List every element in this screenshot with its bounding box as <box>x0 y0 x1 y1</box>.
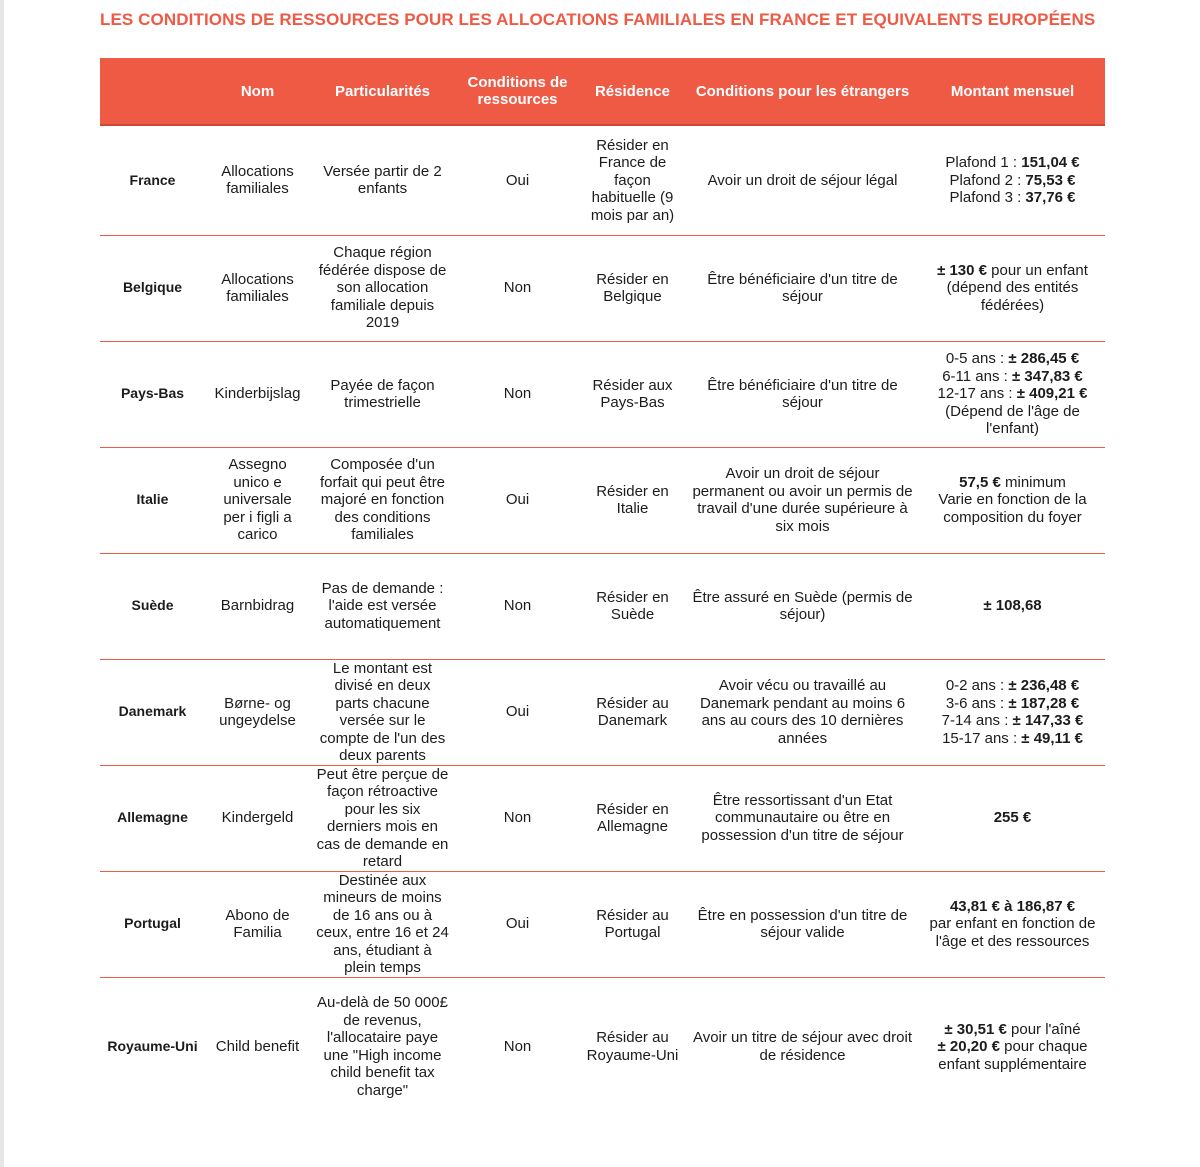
residence-cell: Résider au Royaume-Uni <box>586 1029 679 1064</box>
amount-line <box>926 712 1099 730</box>
table-row <box>100 447 1105 553</box>
amount-suffix: pour un enfant <box>987 261 1088 279</box>
table-row <box>100 659 1105 765</box>
allowances-table <box>100 58 1105 1116</box>
residence-cell: Résider en France de façon habituelle (9 mois par an) <box>580 125 685 235</box>
amount-bold: ± 347,83 € <box>1011 367 1083 385</box>
particularities-cell: Composée d'un forfait qui peut être majoré en fonction des conditions familiales <box>310 447 455 553</box>
amount-line <box>926 172 1099 190</box>
header-monthly-amount: Montant mensuel <box>920 58 1105 125</box>
amount-bold: 37,76 € <box>1025 189 1076 206</box>
foreigner-conditions-cell: Être bénéficiaire d'un titre de séjour <box>685 341 920 447</box>
amount-line <box>926 279 1099 314</box>
amount-line <box>926 695 1099 713</box>
amount-bold: ± 187,28 € <box>1008 694 1080 712</box>
table-row <box>100 235 1105 341</box>
foreigner-conditions-cell: Être bénéficiaire d'un titre de séjour <box>685 235 920 341</box>
country-cell: Italie <box>100 447 205 553</box>
amount-line <box>926 385 1099 403</box>
particularities-cell: Pas de demande : l'aide est versée automatiquement <box>310 553 455 659</box>
amount-line <box>926 403 1099 438</box>
monthly-amount-cell <box>920 235 1105 341</box>
amount-line <box>926 154 1099 172</box>
amount-prefix: Plafond 1 : <box>945 154 1022 171</box>
header-name: Nom <box>205 58 310 125</box>
foreigner-conditions-cell: Avoir un droit de séjour permanent ou avoir un permis de travail d'une durée supérieure à six mois <box>685 447 920 553</box>
amount-line <box>926 1038 1099 1073</box>
name-cell: Allocations familiales <box>205 125 310 235</box>
amount-prefix: Plafond 2 : <box>949 171 1026 189</box>
header-resource-conditions: Conditions de ressources <box>455 58 580 125</box>
header-country <box>100 58 205 125</box>
amount-bold: 57,5 € <box>959 473 1001 491</box>
amount-line <box>926 491 1099 526</box>
amount-bold: ± 286,45 € <box>1008 350 1080 368</box>
residence-cell: Résider en Belgique <box>580 235 685 341</box>
amount-line <box>926 677 1099 695</box>
table-row <box>100 553 1105 659</box>
amount-line <box>926 1021 1099 1039</box>
particularities-cell: Versée partir de 2 enfants <box>310 125 455 235</box>
residence-cell: Résider au Portugal <box>580 871 685 977</box>
amount-prefix: (dépend des entités fédérées) <box>946 279 1079 314</box>
page-title: LES CONDITIONS DE RESSOURCES POUR LES ALLOCATIONS FAMILIALES EN FRANCE ET EQUIVALENTS EUROPÉENS <box>100 10 1096 29</box>
monthly-amount-cell <box>920 341 1105 447</box>
country-cell: Allemagne <box>100 765 205 871</box>
country-cell: Royaume-Uni <box>107 1038 198 1054</box>
monthly-amount-cell <box>920 447 1105 553</box>
name-cell: Kindergeld <box>205 765 310 871</box>
amount-prefix: 15-17 ans : <box>942 729 1022 747</box>
amount-bold: ± 130 € <box>937 261 987 279</box>
amount-suffix: minimum <box>1000 473 1066 491</box>
amount-bold: 75,53 € <box>1025 171 1076 189</box>
amount-prefix: 0-2 ans : <box>945 677 1009 694</box>
name-cell: Abono de Familia <box>205 871 310 977</box>
table-body <box>100 125 1105 1116</box>
foreigner-conditions-cell: Être ressortissant d'un Etat communautaire ou être en possession d'un titre de séjour <box>685 765 920 871</box>
foreigner-conditions-cell: Être assuré en Suède (permis de séjour) <box>685 553 920 659</box>
residence-cell: Résider en Italie <box>580 447 685 553</box>
amount-prefix: 3-6 ans : <box>945 694 1009 712</box>
amount-bold: 43,81 € à 186,87 € <box>949 897 1076 915</box>
resource-conditions-cell: Non <box>455 235 580 341</box>
monthly-amount-cell <box>920 659 1105 765</box>
amount-line <box>926 597 1099 615</box>
amount-line <box>926 350 1099 368</box>
monthly-amount-cell <box>920 871 1105 977</box>
resource-conditions-cell: Non <box>455 553 580 659</box>
amount-prefix: 0-5 ans : <box>945 350 1009 368</box>
country-cell: Belgique <box>100 235 205 341</box>
amount-suffix: pour chaque enfant supplémentaire <box>938 1038 1088 1073</box>
amount-bold: ± 20,20 € <box>937 1038 1000 1055</box>
name-cell: Børne- og ungeydelse <box>205 659 310 765</box>
monthly-amount-cell <box>920 765 1105 871</box>
amount-prefix: par enfant en fonction de l'âge et des ressources <box>929 915 1096 950</box>
table-row <box>100 871 1105 977</box>
amount-prefix: Plafond 3 : <box>949 189 1026 206</box>
particularities-cell: Au-delà de 50 000£ de revenus, l'allocataire paye une "High income child benefit tax charge" <box>317 994 448 1099</box>
foreigner-conditions-cell: Être en possession d'un titre de séjour valide <box>685 871 920 977</box>
amount-line <box>926 730 1099 748</box>
amount-line <box>926 262 1099 280</box>
amount-line <box>926 915 1099 950</box>
amount-suffix: pour l'aîné <box>1006 1020 1081 1038</box>
residence-cell: Résider en Suède <box>580 553 685 659</box>
particularities-cell: Le montant est divisé en deux parts chacune versée sur le compte de l'un des deux parents <box>310 659 455 765</box>
resource-conditions-cell: Non <box>455 765 580 871</box>
amount-bold: 151,04 € <box>1021 154 1080 171</box>
foreigner-conditions-cell: Avoir vécu ou travaillé au Danemark pendant au moins 6 ans au cours des 10 dernières années <box>685 659 920 765</box>
name-cell: Assegno unico e universale per i figli a carico <box>205 447 310 553</box>
amount-line <box>926 809 1099 827</box>
page-edge-divider <box>0 0 4 1167</box>
amount-prefix: 6-11 ans : <box>942 367 1012 385</box>
amount-line <box>926 189 1099 207</box>
name-cell: Barnbidrag <box>205 553 310 659</box>
resource-conditions-cell: Oui <box>455 125 580 235</box>
resource-conditions-cell: Non <box>455 341 580 447</box>
amount-prefix: Varie en fonction de la composition du foyer <box>938 491 1087 526</box>
particularities-cell: Payée de façon trimestrielle <box>310 341 455 447</box>
header-particularities: Particularités <box>310 58 455 125</box>
header-residence: Résidence <box>580 58 685 125</box>
name-cell: Allocations familiales <box>205 235 310 341</box>
particularities-cell: Chaque région fédérée dispose de son allocation familiale depuis 2019 <box>310 235 455 341</box>
amount-bold: ± 30,51 € <box>944 1020 1007 1038</box>
country-cell: Suède <box>100 553 205 659</box>
residence-cell: Résider en Allemagne <box>580 765 685 871</box>
table-row <box>100 125 1105 235</box>
name-cell: Child benefit <box>215 1038 300 1055</box>
table-row <box>100 765 1105 871</box>
amount-prefix: 7-14 ans : <box>941 712 1013 729</box>
amount-bold: ± 409,21 € <box>1016 385 1088 403</box>
table-row <box>100 977 1105 1116</box>
particularities-cell: Destinée aux mineurs de moins de 16 ans ou à ceux, entre 16 et 24 ans, étudiant à plein temps <box>310 871 455 977</box>
table-row <box>100 341 1105 447</box>
resource-conditions-cell: Oui <box>455 659 580 765</box>
table-header <box>100 58 1105 125</box>
country-cell: Portugal <box>100 871 205 977</box>
monthly-amount-cell <box>920 977 1105 1116</box>
resource-conditions-cell: Oui <box>455 447 580 553</box>
monthly-amount-cell <box>920 125 1105 235</box>
amount-bold: ± 108,68 <box>983 597 1042 615</box>
country-cell: France <box>100 125 205 235</box>
amount-prefix: 12-17 ans : <box>937 385 1017 403</box>
amount-line <box>926 898 1099 916</box>
residence-cell: Résider aux Pays-Bas <box>580 341 685 447</box>
amount-bold: 255 € <box>993 809 1032 827</box>
country-cell: Danemark <box>100 659 205 765</box>
monthly-amount-cell <box>920 553 1105 659</box>
header-foreigner-conditions: Conditions pour les étrangers <box>685 58 920 125</box>
resource-conditions-cell: Non <box>503 1038 532 1055</box>
foreigner-conditions-cell: Avoir un titre de séjour avec droit de résidence <box>692 1029 912 1064</box>
resource-conditions-cell: Oui <box>455 871 580 977</box>
amount-prefix: (Dépend de l'âge de l'enfant) <box>945 402 1080 438</box>
foreigner-conditions-cell: Avoir un droit de séjour légal <box>685 125 920 235</box>
amount-line <box>926 368 1099 386</box>
name-cell: Kinderbijslag <box>205 341 310 447</box>
amount-bold: ± 236,48 € <box>1008 677 1080 694</box>
header-row <box>100 58 1105 125</box>
particularities-cell: Peut être perçue de façon rétroactive pour les six derniers mois en cas de demande en retard <box>310 765 455 871</box>
residence-cell: Résider au Danemark <box>580 659 685 765</box>
country-cell: Pays-Bas <box>100 341 205 447</box>
amount-line <box>926 474 1099 492</box>
amount-bold: ± 49,11 € <box>1021 729 1083 747</box>
amount-bold: ± 147,33 € <box>1012 712 1084 729</box>
